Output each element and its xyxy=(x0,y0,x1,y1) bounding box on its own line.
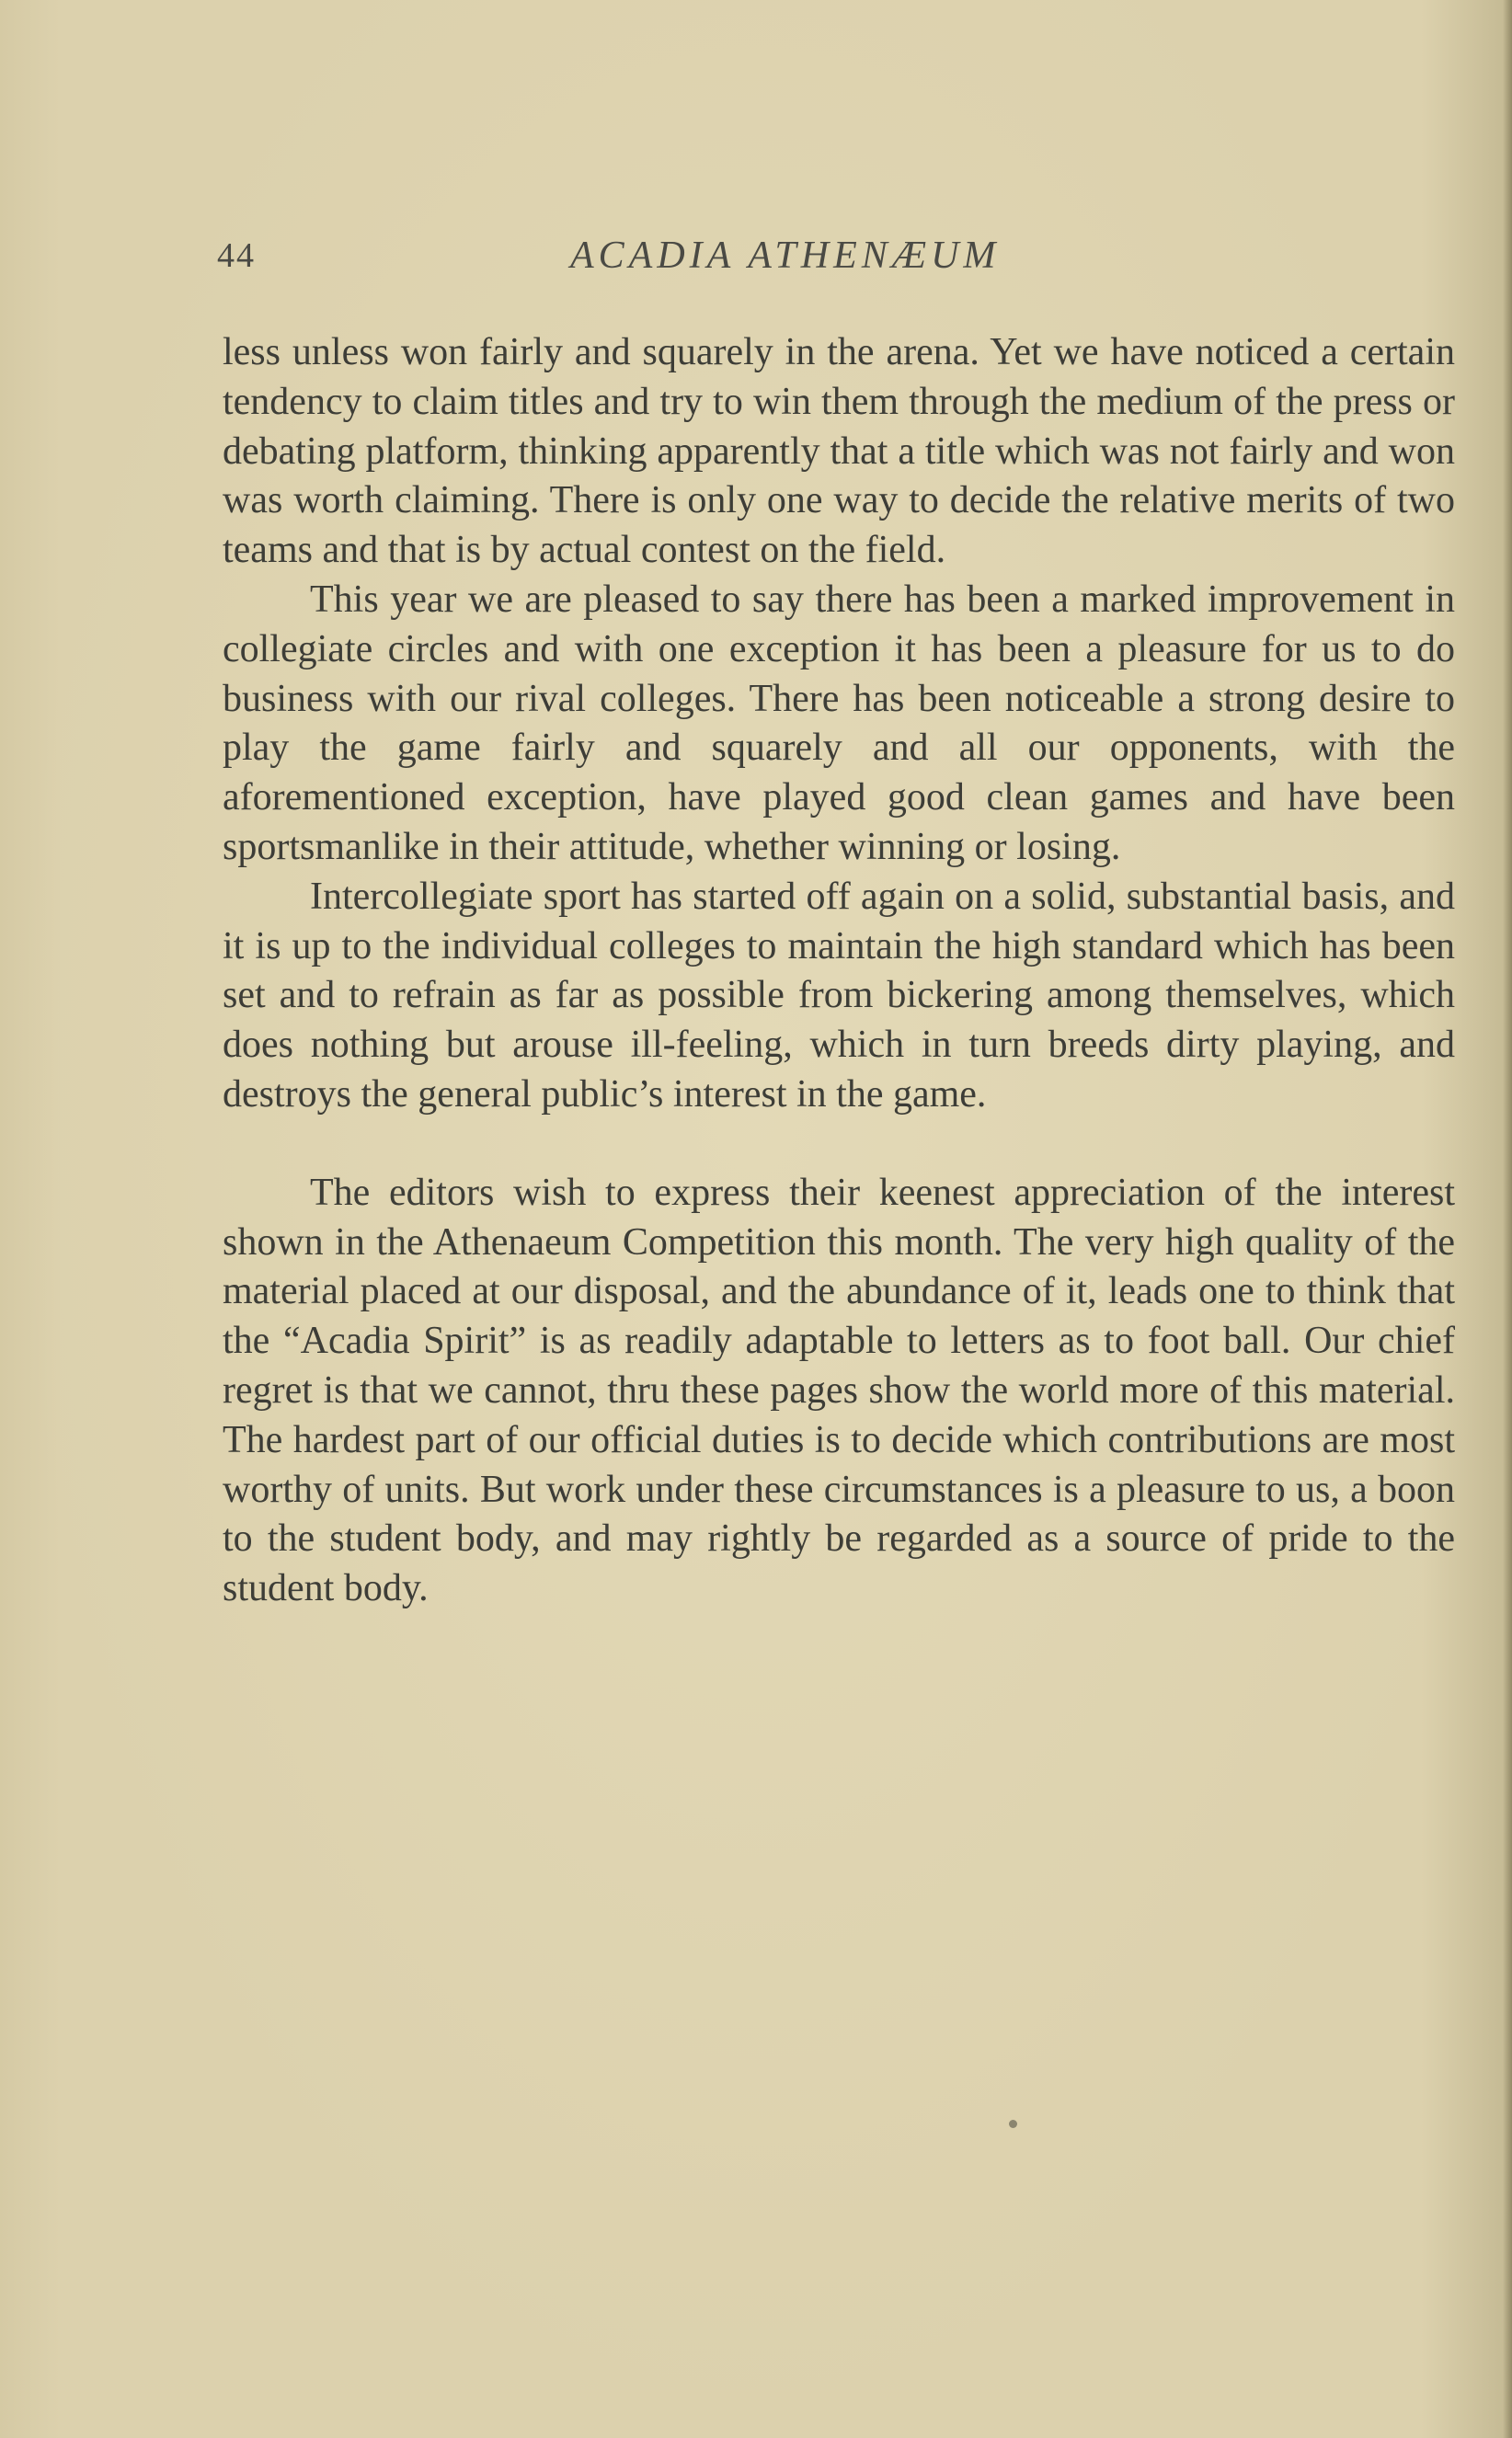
ink-speck xyxy=(1009,2120,1017,2128)
paragraph-editors-note: The editors wish to express their keenest appreciation of the interest shown in the Athenaeum Competition this month. The very high quality of the material placed at our disposal, and the abundance of it, leads one to think that the “Acadia Spirit” is as readily adaptable to letters as to foot ball. Our chief regret is that we cannot, thru these pages show the world more of this material. The hardest part of our official duties is to decide which contributions are most worthy of units. But work under these circumstances is a pleasure to us, a boon to the student body, and may rightly be regarded as a source of pride to the student body. xyxy=(223,1171,1455,1610)
paragraph-collegiate-circles: This year we are pleased to say there has been a marked improvement in collegiate circles and with one exception it has been a pleasure for us to do business with our rival colleges. There has been noticeable a strong desire to play the game fairly and squarely and all our opponents, with the aforementioned exception, have played good clean games and have been sportsmanlike in their attitude, whether winning or losing. xyxy=(223,578,1455,868)
section-break xyxy=(223,1120,1455,1169)
page-number: 44 xyxy=(217,236,256,275)
journal-title: ACADIA ATHENÆUM xyxy=(570,235,1001,277)
page-edge-shadow xyxy=(1503,0,1512,2438)
article-body xyxy=(223,328,1455,1614)
paragraph-continued: less unless won fairly and squarely in the arena. Yet we have noticed a certain tendency to claim titles and try to win them through the medium of the press or debating platform, thinking apparently that a title which was not fairly and won was worth claiming. There is only one way to decide the relative merits of two teams and that is by actual contest on the field. xyxy=(223,331,1455,572)
running-head xyxy=(217,230,1454,285)
paragraph-intercollegiate-sport: Intercollegiate sport has started off again on a solid, substantial basis, and it is up to the individual colleges to maintain the high standard which has been set and to refrain as far as possible from bickering among themselves, which does nothing but arouse ill-feeling, which in turn breeds dirty playing, and destroys the general public’s interest in the game. xyxy=(223,875,1455,1116)
